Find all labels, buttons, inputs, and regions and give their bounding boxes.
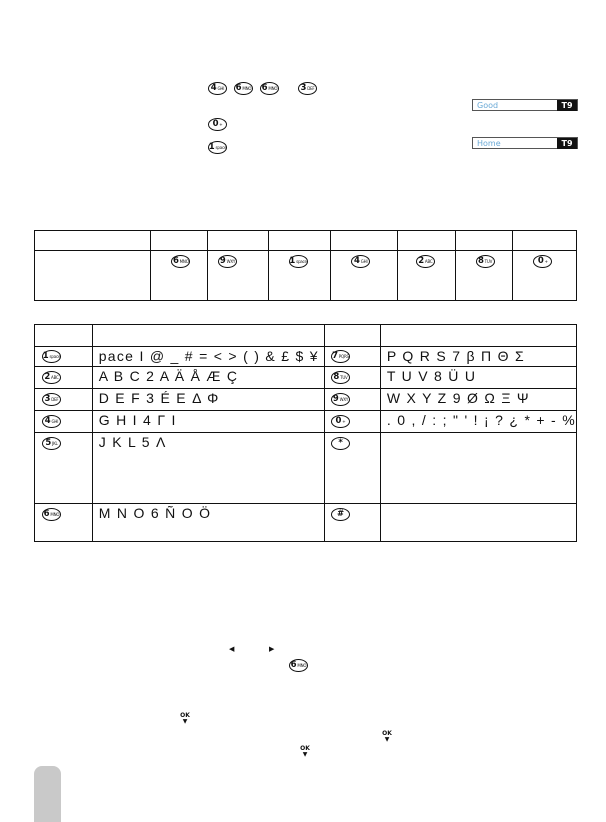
table-cell (268, 251, 331, 301)
ok-key-icon: OK ▼ (300, 745, 310, 758)
table-cell (455, 231, 513, 251)
table-row (35, 367, 577, 389)
key-2-icon: 2 ABC (416, 255, 435, 268)
table-cell (513, 231, 577, 251)
table-cell (397, 251, 455, 301)
key-characters: D E F 3 É E Δ Φ (98, 390, 220, 406)
key-characters (381, 504, 576, 505)
key-0-icon: 0 + (208, 118, 227, 131)
key-8-icon: 8 TUV (476, 255, 495, 268)
key-characters: G H I 4 Γ I (98, 412, 177, 428)
letters-key-table (34, 230, 577, 301)
right-arrow-icon: ▶ (269, 645, 275, 653)
key-0-icon: 0 + (533, 255, 552, 268)
left-arrow-icon: ◀ (229, 645, 235, 653)
table-row (35, 504, 577, 542)
key-characters: P Q R S 7 β Π Θ Σ (386, 348, 525, 364)
t9-mode-badge: T9 (557, 100, 577, 111)
key-characters: J K L 5 Λ (98, 434, 167, 450)
table-row (35, 411, 577, 433)
key-hash-icon: # (331, 508, 350, 521)
key-star-icon: * (331, 437, 350, 450)
key-4-icon: 4 GHI (351, 255, 370, 268)
table-row (35, 347, 577, 367)
t9-mode-badge: T9 (557, 138, 577, 149)
key-3-icon: 3 DEF (298, 82, 317, 95)
table-cell (151, 251, 208, 301)
key-1-icon: 1 space (289, 256, 307, 267)
ok-key-icon: OK ▼ (382, 730, 392, 743)
key-9-icon: 9 WXY (332, 394, 349, 405)
screen-word: Home (477, 139, 501, 148)
table-cell (35, 251, 151, 301)
table-header-cell (92, 325, 324, 347)
key-7-icon: 7 PQRS (332, 351, 349, 362)
key-6-icon: 6 MNO (290, 660, 307, 671)
key-6-icon: 6 MNO (235, 83, 252, 94)
table-cell (455, 251, 513, 301)
table-cell (331, 231, 398, 251)
key-8-icon: 8 TUV (331, 371, 350, 384)
key-characters: W X Y Z 9 Ø Ω Ξ Ψ (386, 390, 530, 406)
table-header-cell (324, 325, 380, 347)
key-characters: M N O 6 Ñ O Ö (98, 505, 212, 521)
key-2-icon: 2 ABC (42, 371, 61, 384)
table-cell (151, 231, 208, 251)
table-header-cell (35, 325, 93, 347)
table-cell (397, 231, 455, 251)
key-9-icon: 9 WXY (219, 256, 236, 267)
key-characters: pace I @ _ # = < > ( ) & £ $ ¥ (98, 348, 319, 364)
key-6-icon: 6 MNO (172, 256, 189, 267)
key-characters (381, 433, 576, 434)
t9-screen-good (472, 99, 578, 111)
key-0-icon: 0 + (331, 415, 350, 428)
character-map-table (34, 324, 577, 542)
key-5-icon: 5 JKL (42, 437, 61, 450)
key-characters: T U V 8 Ü U (386, 368, 477, 384)
chapter-tab-marker (34, 766, 61, 822)
key-1-icon: 1 space (208, 142, 227, 153)
key-6-icon: 6 MNO (43, 509, 60, 520)
ok-key-icon: OK ▼ (180, 712, 190, 725)
t9-screen-home (472, 137, 578, 149)
key-3-icon: 3 DEF (42, 393, 61, 406)
table-cell (513, 251, 577, 301)
table-cell (208, 231, 269, 251)
key-characters: . 0 , / : ; " ' ! ¡ ? ¿ * + - % (386, 412, 576, 428)
key-4-icon: 4 GHI (208, 82, 227, 95)
table-header-cell (380, 325, 576, 347)
key-1-icon: 1 space (42, 351, 61, 362)
table-cell (35, 231, 151, 251)
table-cell (208, 251, 269, 301)
table-cell (268, 231, 331, 251)
table-cell (331, 251, 398, 301)
key-characters: A B C 2 A Ä Å Æ Ç (98, 368, 239, 384)
table-row (35, 433, 577, 504)
key-4-icon: 4 GHI (42, 415, 61, 428)
table-row (35, 389, 577, 411)
key-6-icon: 6 MNO (261, 83, 278, 94)
screen-word: Good (477, 101, 499, 110)
